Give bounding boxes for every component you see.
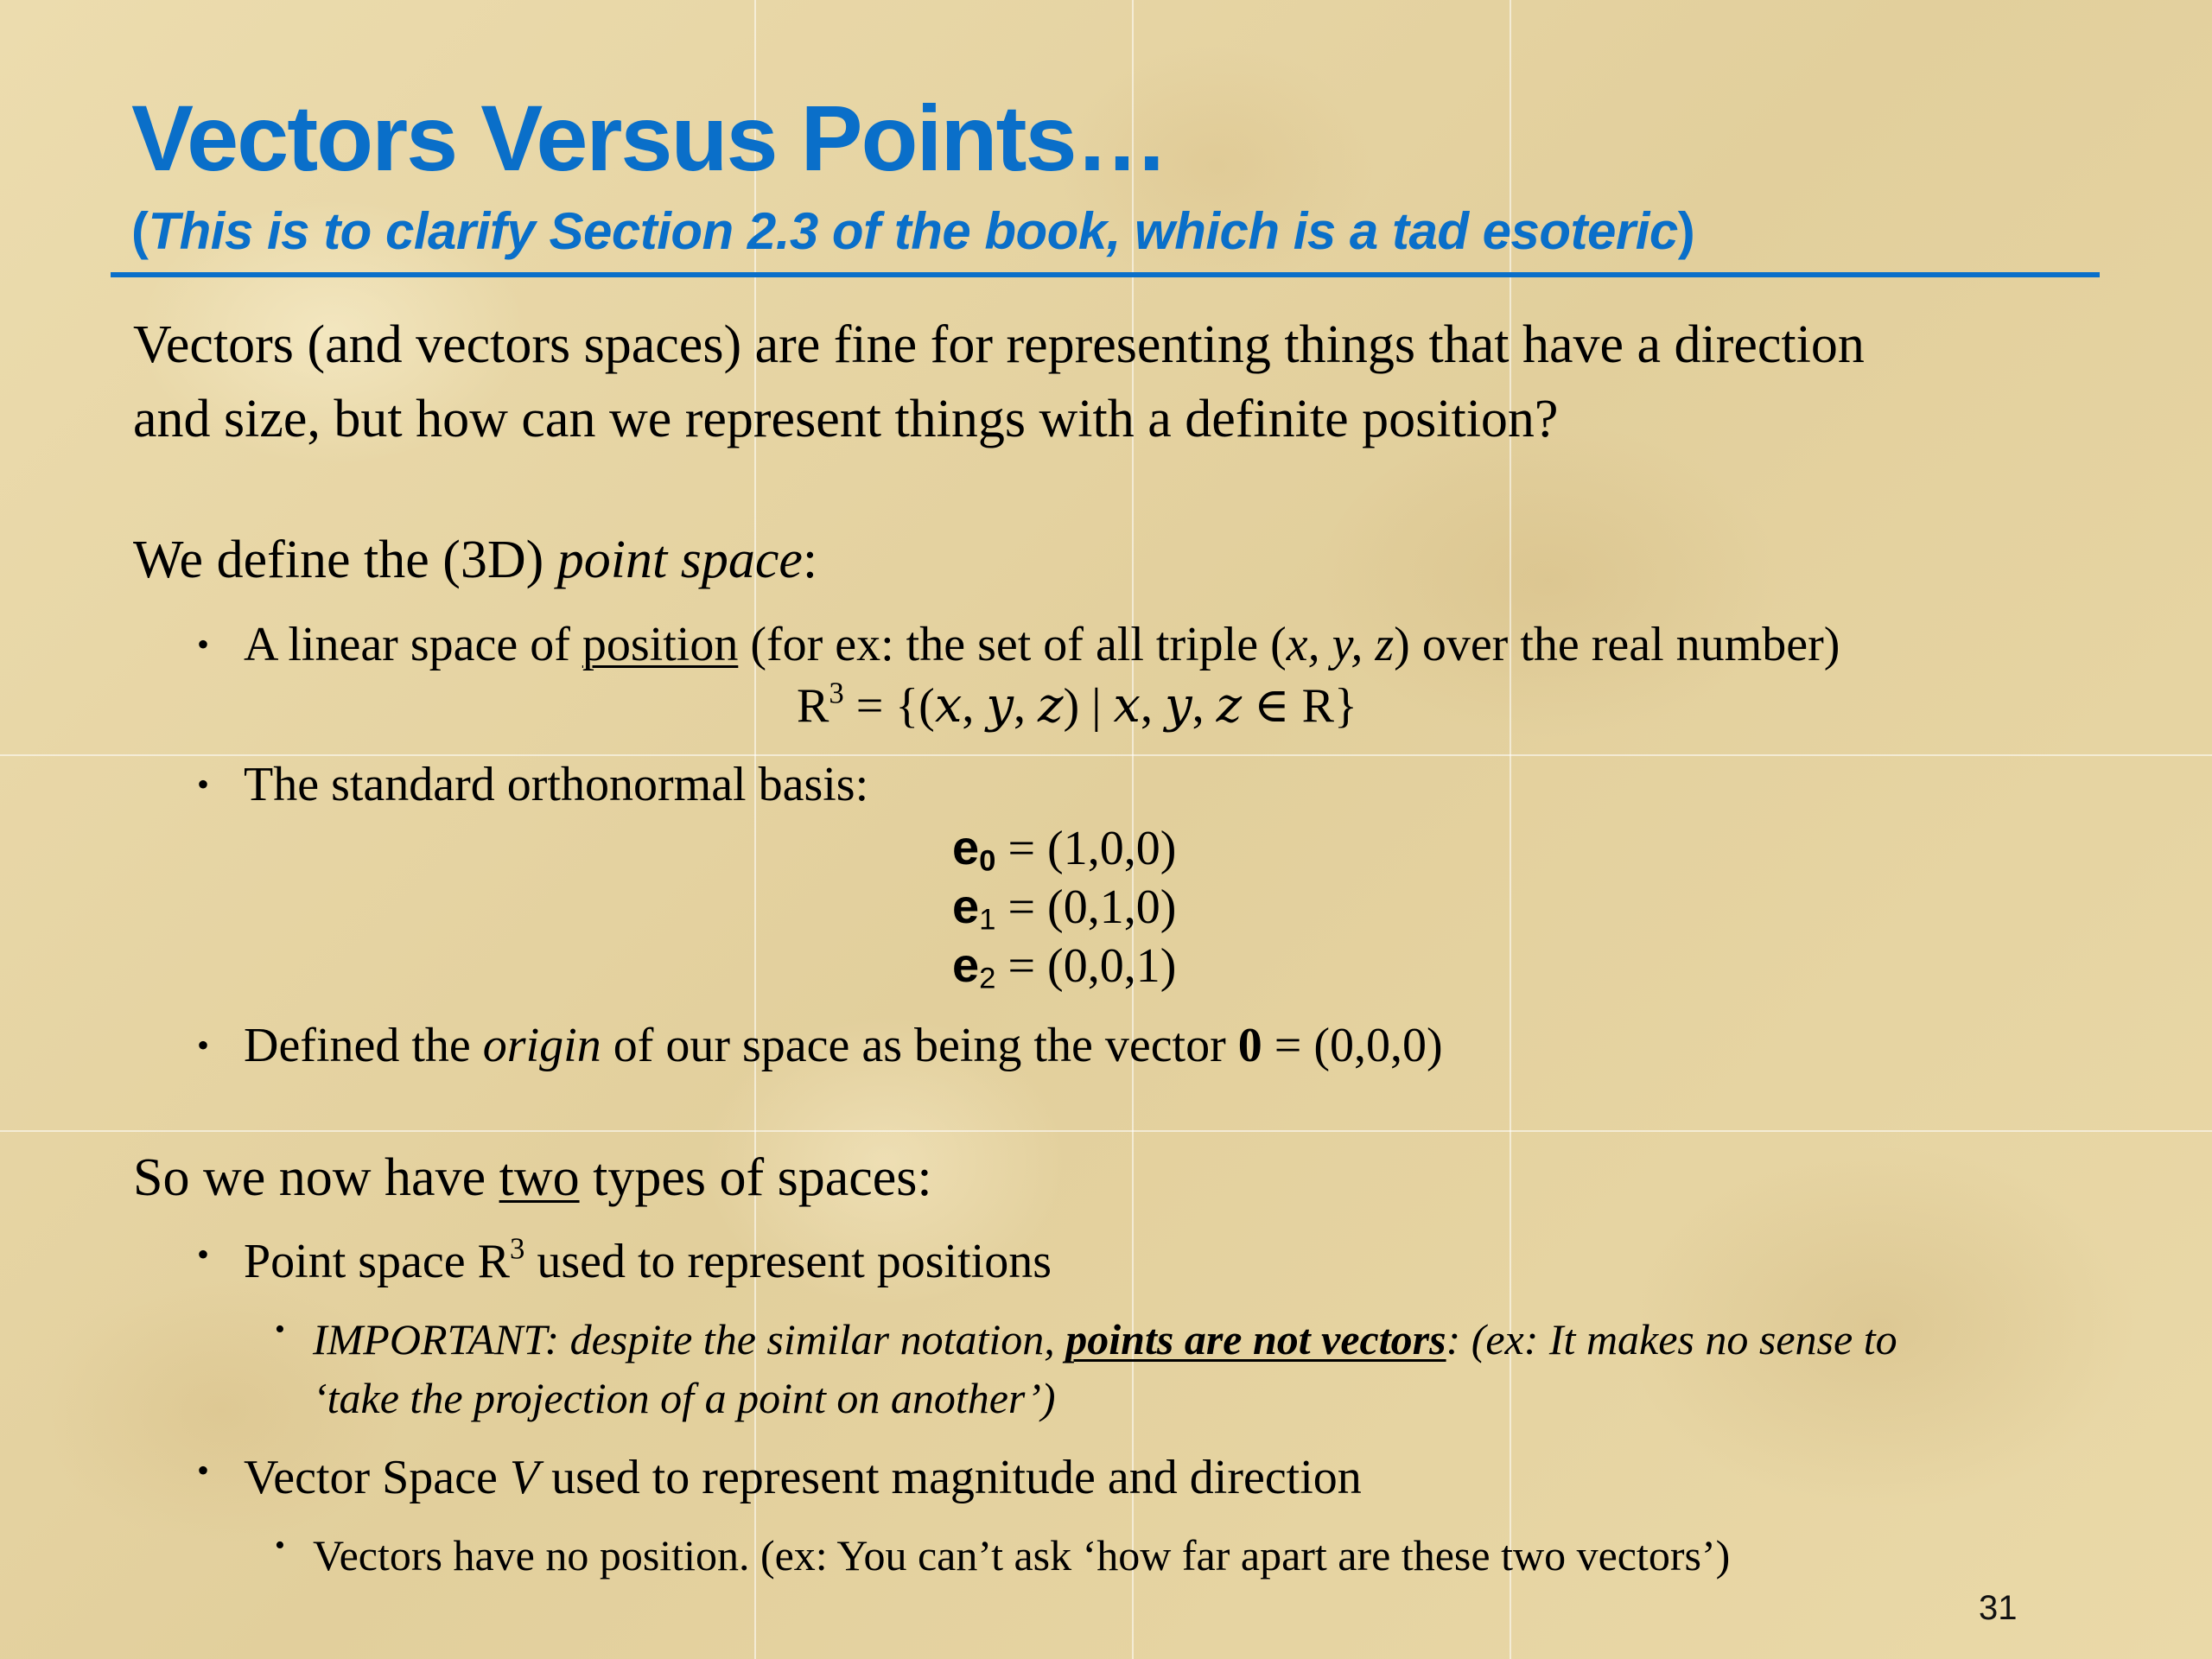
basis-value: = (0,0,1) bbox=[995, 939, 1177, 993]
bullet-icon: • bbox=[197, 1235, 210, 1274]
slide-title: Vectors Versus Points… bbox=[131, 86, 1167, 190]
basis-vector-0 bbox=[952, 817, 1176, 879]
set-exponent: 3 bbox=[829, 676, 844, 710]
heading-emphasis: point space bbox=[556, 531, 803, 589]
subtitle-paren: ) bbox=[1677, 202, 1695, 260]
bullet-text: = (0,0,0) bbox=[1262, 1019, 1443, 1072]
bullet-vector-space bbox=[244, 1446, 1362, 1509]
basis-vector-2 bbox=[952, 935, 1176, 996]
two-spaces-heading bbox=[133, 1141, 932, 1215]
set-definition bbox=[797, 676, 1357, 736]
subtitle-paren: ( bbox=[131, 202, 149, 260]
note-text: IMPORTANT: despite the similar notation, bbox=[313, 1315, 1066, 1363]
underlined-term: position bbox=[582, 618, 739, 671]
heading-text: We define the (3D) bbox=[133, 531, 557, 589]
bullet-basis: The standard orthonormal basis: bbox=[244, 758, 869, 811]
page-number: 31 bbox=[1979, 1589, 2018, 1627]
basis-index: 0 bbox=[979, 844, 996, 878]
set-symbol: R bbox=[797, 679, 830, 733]
vector-note: Vectors have no position. (ex: You can’t ask ‘how far apart are these two vectors’) bbox=[313, 1531, 1731, 1580]
heading-text: types of spaces: bbox=[579, 1148, 932, 1207]
underlined-term: two bbox=[499, 1148, 580, 1207]
bullet-linear-space bbox=[244, 613, 1840, 676]
heading-text: : bbox=[802, 531, 818, 589]
bullet-icon: • bbox=[197, 625, 210, 664]
subtitle-text: This is to clarify Section 2.3 of the book, which is a tad esoteric bbox=[148, 202, 1678, 260]
background-seam bbox=[0, 1130, 2212, 1132]
intro-line-1: Vectors (and vectors spaces) are fine for representing things that have a direction bbox=[133, 315, 1865, 374]
emphasis-term: V bbox=[509, 1451, 540, 1504]
bullet-icon: • bbox=[197, 1451, 210, 1490]
bullet-point-space bbox=[244, 1230, 1052, 1293]
basis-index: 2 bbox=[979, 962, 996, 995]
bullet-text: A linear space of bbox=[244, 618, 582, 671]
bullet-icon: • bbox=[197, 765, 210, 804]
title-divider bbox=[111, 272, 2100, 277]
variables: x, y, z bbox=[1286, 618, 1395, 671]
bullet-text: used to represent magnitude and direction bbox=[539, 1451, 1362, 1504]
basis-symbol: e bbox=[952, 938, 980, 992]
bullet-text: Point space R bbox=[244, 1235, 510, 1288]
basis-index: 1 bbox=[979, 903, 996, 937]
bullet-text: (for ex: the set of all triple ( bbox=[738, 618, 1287, 671]
set-exponent: 3 bbox=[509, 1231, 525, 1266]
bullet-text: ) over the real number) bbox=[1394, 618, 1840, 671]
note-text: : (ex: It makes no sense to bbox=[1446, 1315, 1897, 1363]
basis-value: = (0,1,0) bbox=[995, 880, 1177, 934]
zero-vector: 0 bbox=[1237, 1019, 1262, 1072]
bullet-text: used to represent positions bbox=[524, 1235, 1052, 1288]
slide-subtitle bbox=[131, 197, 1694, 266]
important-note-line-1 bbox=[313, 1310, 1897, 1369]
basis-value: = (1,0,0) bbox=[995, 822, 1177, 875]
intro-line-2: and size, but how can we represent things with a definite position? bbox=[133, 390, 1559, 448]
basis-symbol: e bbox=[952, 820, 980, 874]
key-statement: points are not vectors bbox=[1065, 1315, 1446, 1363]
bullet-text: Defined the bbox=[244, 1019, 483, 1072]
bullet-text: Vector Space bbox=[244, 1451, 510, 1504]
set-body: = {(𝑥, 𝑦, 𝑧) | 𝑥, 𝑦, 𝑧 ∈ R} bbox=[843, 679, 1357, 733]
basis-symbol: e bbox=[952, 879, 980, 933]
emphasis-term: origin bbox=[482, 1019, 601, 1072]
bullet-origin bbox=[244, 1014, 1443, 1077]
bullet-icon: • bbox=[275, 1313, 285, 1345]
bullet-icon: • bbox=[275, 1529, 285, 1561]
bullet-text: of our space as being the vector bbox=[601, 1019, 1238, 1072]
point-space-heading bbox=[133, 523, 817, 597]
bullet-icon: • bbox=[197, 1026, 210, 1065]
basis-vector-1 bbox=[952, 876, 1176, 938]
important-note-line-2: ‘take the projection of a point on another’) bbox=[313, 1374, 1056, 1422]
heading-text: So we now have bbox=[133, 1148, 499, 1207]
